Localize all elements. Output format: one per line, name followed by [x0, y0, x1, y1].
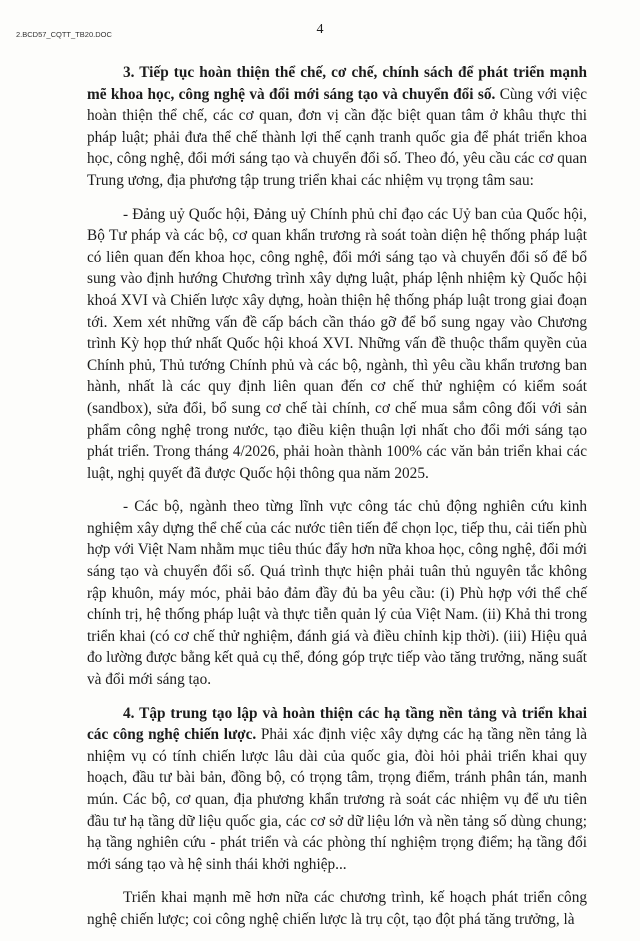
section-3-paragraph: [87, 62, 587, 192]
section-4-paragraph: [87, 703, 587, 876]
section-4-text: Phải xác định việc xây dựng các hạ tầng nền tảng là nhiệm vụ có tính chiến lược lâu dài của quốc gia, đòi hỏi phải triển khai quy hoạch, đầu tư bài bản, đồng bộ, có trọng tâm, trọng điểm, tránh phân tán, manh mún. Các bộ, cơ quan, địa phương khẩn trương rà soát các nhiệm vụ để ưu tiên đầu tư hạ tầng dữ liệu quốc gia, các cơ sở dữ liệu lớn và nền tảng số dùng chung; hạ tầng nghiên cứu - phát triển và các phòng thí nghiệm trọng điểm; hạ tầng đổi mới sáng tạo và hệ sinh thái khởi nghiệp...: [87, 726, 587, 873]
document-body: [87, 62, 587, 941]
paragraph-a: - Đảng uỷ Quốc hội, Đảng uỷ Chính phủ chỉ đạo các Uỷ ban của Quốc hội, Bộ Tư pháp và các bộ, cơ quan khẩn trương rà soát toàn diện hệ thống pháp luật có liên quan đến khoa học, công nghệ, đổi mới sáng tạo và chuyển đổi số để bổ sung vào định hướng Chương trình xây dựng luật, pháp lệnh nhiệm kỳ Quốc hội khoá XVI và Chiến lược xây dựng, hoàn thiện hệ thống pháp luật trong giai đoạn tới. Xem xét những vấn đề cấp bách cần tháo gỡ để bổ sung ngay vào Chương trình Kỳ họp thứ nhất Quốc hội khoá XVI. Những vấn đề thuộc thẩm quyền của Chính phủ, Thủ tướng Chính phủ và các bộ, ngành, thì yêu cầu khẩn trương ban hành, nhất là các quy định liên quan đến cơ chế thử nghiệm có kiểm soát (sandbox), sửa đổi, bổ sung cơ chế tài chính, cơ chế mua sắm công đối với sản phẩm công nghệ trong nước, tạo điều kiện thuận lợi nhất cho đổi mới sáng tạo phát triển. Trong tháng 4/2026, phải hoàn thành 100% các văn bản triển khai các luật, nghị quyết đã được Quốc hội thông qua năm 2025.: [87, 205, 587, 482]
section-3-heading: 3. Tiếp tục hoàn thiện thể chế, cơ chế, chính sách để phát triển mạnh mẽ khoa học, công nghệ và đổi mới sáng tạo và chuyển đổi số.: [87, 64, 587, 103]
section-3-text: Cùng với việc hoàn thiện thể chế, các cơ quan, đơn vị cần đặc biệt quan tâm ở khâu thực thi pháp luật; phải đưa thể chế thành lợi thế cạnh tranh quốc gia để phát triển khoa học, công nghệ, đổi mới sáng tạo và chuyển đổi số. Theo đó, yêu cầu các cơ quan Trung ương, địa phương tập trung triển khai các nhiệm vụ trọng tâm sau:: [87, 85, 587, 189]
paragraph-b: - Các bộ, ngành theo từng lĩnh vực công tác chủ động nghiên cứu kinh nghiệm xây dựng thể chế của các nước tiên tiến để chọn lọc, tiếp thu, cải tiến phù hợp với Việt Nam nhằm mục tiêu thúc đẩy hơn nữa khoa học, công nghệ, đổi mới sáng tạo và chuyển đổi số. Quá trình thực hiện phải tuân thủ nguyên tắc không rập khuôn, máy móc, phải bảo đảm đầy đủ ba yêu cầu: (i) Phù hợp với thể chế chính trị, hệ thống pháp luật và thực tiễn quản lý của Việt Nam. (ii) Khả thi trong triển khai (có cơ chế thử nghiệm, đánh giá và điều chỉnh kịp thời). (iii) Hiệu quả đo lường được bằng kết quả cụ thể, đóng góp trực tiếp vào tăng trưởng, năng suất và đổi mới sáng tạo.: [87, 498, 587, 689]
file-code: 2.BCD57_CQTT_TB20.DOC: [16, 30, 112, 39]
section-4-heading: 4. Tập trung tạo lập và hoàn thiện các hạ tầng nền tảng và triển khai các công nghệ chiến lược.: [87, 704, 587, 744]
paragraph-c: Triển khai mạnh mẽ hơn nữa các chương trình, kế hoạch phát triển công nghệ chiến lược; coi công nghệ chiến lược là trụ cột, tạo đột phá tăng trưởng, là: [87, 889, 587, 928]
page-number: 4: [316, 22, 324, 37]
